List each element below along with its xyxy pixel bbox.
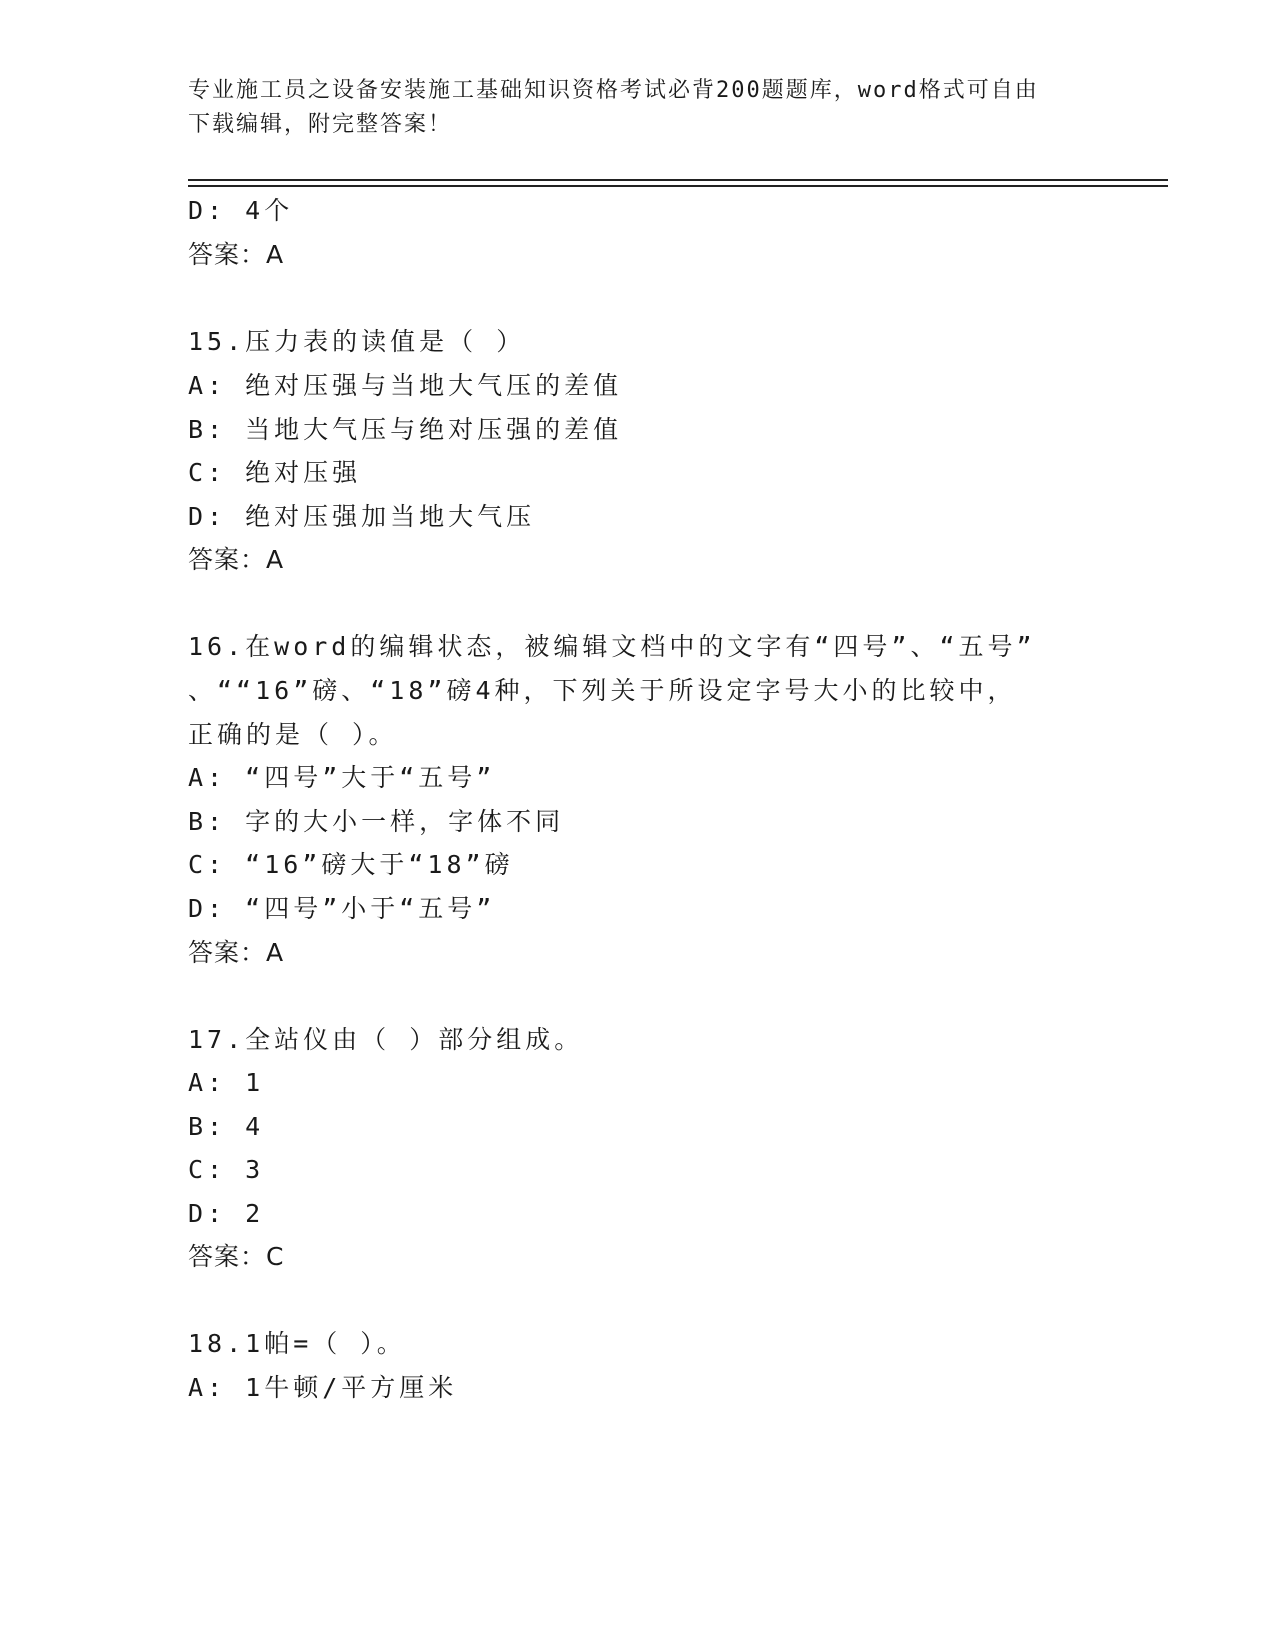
q15-answer: 答案：A xyxy=(188,545,285,574)
q16-question-line-2: 、““16”磅、“18”磅4种，下列关于所设定字号大小的比较中， xyxy=(188,676,1017,705)
q16-option-a: A: “四号”大于“五号” xyxy=(188,763,496,792)
q17-question: 17.全站仪由（ ）部分组成。 xyxy=(188,1025,584,1054)
q14-answer: 答案：A xyxy=(188,240,285,269)
q16-answer: 答案：A xyxy=(188,938,285,967)
q18-question: 18.1帕=（ ）。 xyxy=(188,1329,406,1358)
q17-answer: 答案：C xyxy=(188,1242,285,1271)
q14-option-d: D: 4个 xyxy=(188,196,294,225)
q17-option-a: A: 1 xyxy=(188,1068,265,1097)
q16-question-line-1: 16.在word的编辑状态，被编辑文档中的文字有“四号”、“五号” xyxy=(188,632,1036,661)
q15-question: 15.压力表的读值是（ ） xyxy=(188,327,526,356)
q16-option-d: D: “四号”小于“五号” xyxy=(188,894,496,923)
header-divider-bottom xyxy=(188,185,1168,187)
header-line-1: 专业施工员之设备安装施工基础知识资格考试必背200题题库，word格式可自由 xyxy=(188,78,1039,103)
q17-option-c: C: 3 xyxy=(188,1155,265,1184)
document-header xyxy=(188,74,1088,142)
header-line-2: 下载编辑，附完整答案！ xyxy=(188,112,453,137)
q15-option-c: C: 绝对压强 xyxy=(188,458,362,487)
q16-question-line-3: 正确的是（ ）。 xyxy=(188,720,398,749)
q15-option-b: B: 当地大气压与绝对压强的差值 xyxy=(188,415,623,444)
q16-option-b: B: 字的大小一样，字体不同 xyxy=(188,807,565,836)
q18-option-a: A: 1牛顿/平方厘米 xyxy=(188,1373,458,1402)
q17-option-d: D: 2 xyxy=(188,1199,265,1228)
q17-option-b: B: 4 xyxy=(188,1112,265,1141)
q15-option-d: D: 绝对压强加当地大气压 xyxy=(188,502,536,531)
q15-option-a: A: 绝对压强与当地大气压的差值 xyxy=(188,371,623,400)
header-divider-top xyxy=(188,179,1168,181)
q16-option-c: C: “16”磅大于“18”磅 xyxy=(188,850,514,879)
